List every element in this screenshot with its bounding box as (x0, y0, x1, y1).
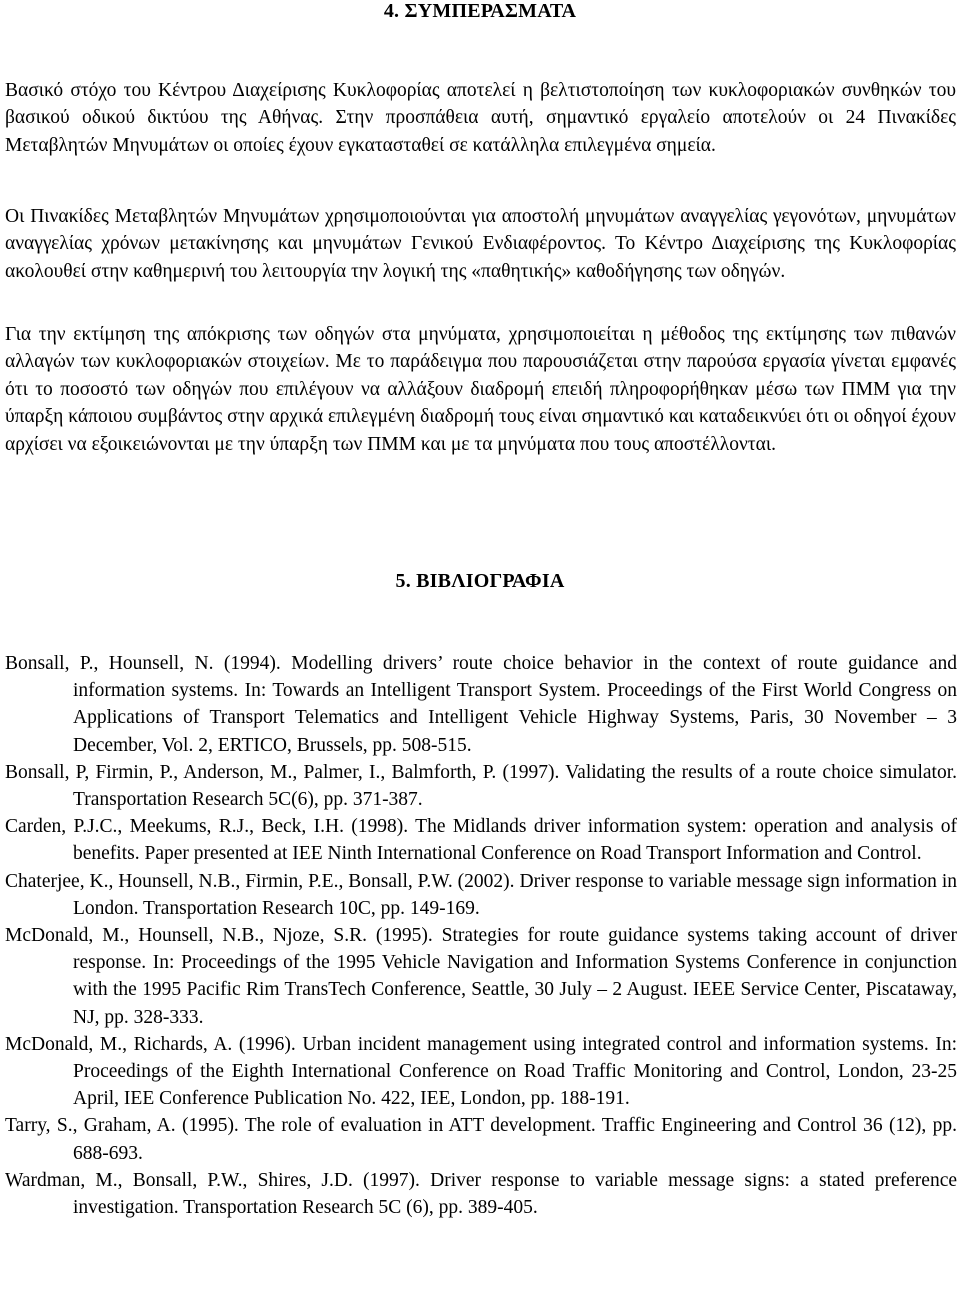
conclusions-paragraph-2: Οι Πινακίδες Μεταβλητών Μηνυμάτων χρησιμοποιούνται για αποστολή μηνυμάτων αναγγελίας γεγονότων, μηνυμάτων αναγγελίας χρόνων μετακίνησης και μηνυμάτων Γενικού Ενδιαφέροντος. Το Κέντρο Διαχείρισης της Κυκλοφορίας ακολουθεί στην καθημερινή του λειτουργία την λογική της «παθητικής» καθοδήγησης των οδηγών. (5, 206, 956, 282)
conclusions-paragraph-1: Βασικό στόχο του Κέντρου Διαχείρισης Κυκλοφορίας αποτελεί η βελτιστοποίηση των κυκλοφοριακών συνθηκών του βασικού οδικού δικτύου της Αθήνας. Στην προσπάθεια αυτή, σημαντικό εργαλείο αποτελούν οι 24 Πινακίδες Μεταβλητών Μηνυμάτων οι οποίες έχουν εγκατασταθεί σε κατάλληλα επιλεγμένα σημεία. (5, 80, 956, 156)
bibliography-heading: 5. ΒΙΒΛΙΟΓΡΑΦΙΑ (395, 570, 565, 592)
reference-item: Bonsall, P, Firmin, P., Anderson, M., Palmer, I., Balmforth, P. (1997). Validating the results of a route choice simulator. Transportation Research 5C(6), pp. 371-387. (5, 761, 957, 811)
reference-item: Chaterjee, K., Hounsell, N.B., Firmin, P.E., Bonsall, P.W. (2002). Driver response to variable message sign information in London. Transportation Research 10C, pp. 149-169. (5, 870, 957, 919)
reference-item: Bonsall, P., Hounsell, N. (1994). Modelling drivers’ route choice behavior in the context of route guidance and information systems. In: Towards an Intelligent Transport System. Proceedings of the First World Congress on Applications of Transport Telematics and Intelligent Vehicle Highway Systems, Paris, 30 November – 3 December, Vol. 2, ERTICO, Brussels, pp. 508-515. (5, 653, 957, 756)
reference-item: McDonald, M., Hounsell, N.B., Njoze, S.R. (1995). Strategies for route guidance systems taking account of driver response. In: Proceedings of the 1995 Vehicle Navigation and Information Systems Conference in conjunction with the 1995 Pacific Rim TransTech Conference, Seattle, 30 July – 2 August. IEEE Service Center, Piscataway, NJ, pp. 328-333. (5, 925, 957, 1028)
reference-item: Wardman, M., Bonsall, P.W., Shires, J.D. (1997). Driver response to variable message signs: a stated preference investigation. Transportation Research 5C (6), pp. 389-405. (5, 1169, 957, 1219)
reference-item: Carden, P.J.C., Meekums, R.J., Beck, I.H. (1998). The Midlands driver information system: operation and analysis of benefits. Paper presented at IEE Ninth International Conference on Road Transport Information and Control. (5, 816, 957, 865)
conclusions-paragraph-3: Για την εκτίμηση της απόκρισης των οδηγών στα μηνύματα, χρησιμοποιείται η μέθοδος της εκτίμησης των πιθανών αλλαγών των κυκλοφοριακών στοιχείων. Με το παράδειγμα που παρουσιάζεται στην παρούσα εργασία γίνεται εμφανές ότι το ποσοστό των οδηγών που επιλέγουν να αλλάξουν διαδρομή επειδή πληροφορήθηκαν μέσω των ΠΜΜ για την ύπαρξη κάποιου συμβάντος στην αρχικά επιλεγμένη διαδρομή τους είναι σημαντικό και καταδεικνύει ότι οι οδηγοί έχουν αρχίσει να εξοικειώνονται με την ύπαρξη των ΠΜΜ και με τα μηνύματα που τους αποστέλλονται. (5, 324, 956, 455)
reference-item: McDonald, M., Richards, A. (1996). Urban incident management using integrated control and information systems. In: Proceedings of the Eighth International Conference on Road Traffic Monitoring and Control, London, 23-25 April, IEE Conference Publication No. 422, IEE, London, pp. 188-191. (5, 1033, 957, 1110)
reference-list (5, 650, 957, 1221)
conclusions-heading: 4. ΣΥΜΠΕΡΑΣΜΑΤΑ (383, 0, 577, 22)
reference-item: Tarry, S., Graham, A. (1995). The role of evaluation in ATT development. Traffic Engineering and Control 36 (12), pp. 688-693. (5, 1115, 957, 1164)
